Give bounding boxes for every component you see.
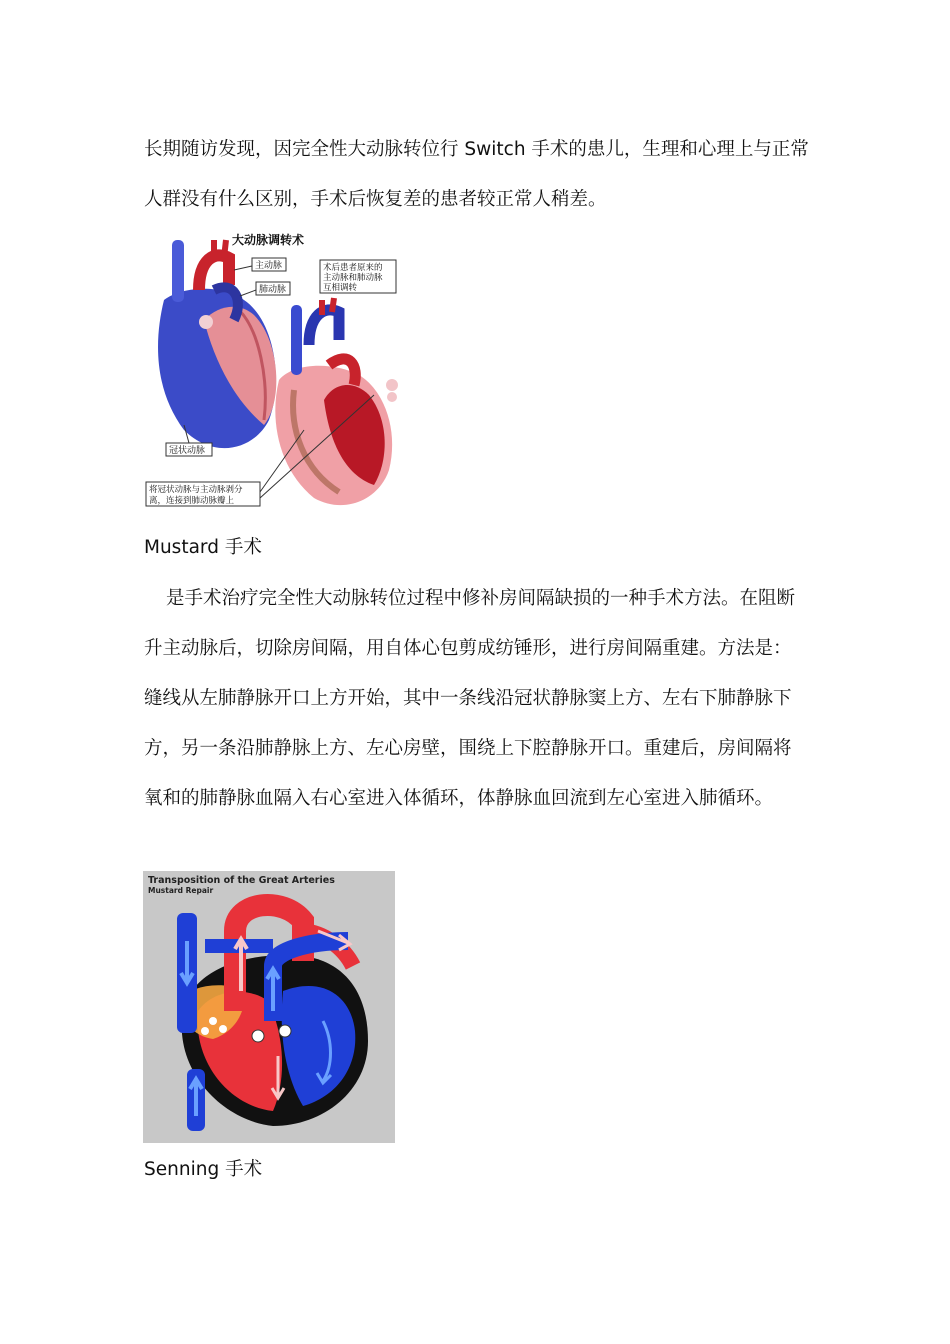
caption-line-2: 离，连接到肺动脉瓣上	[149, 496, 235, 506]
label-pulmonary-artery: 肺动脉	[259, 285, 287, 295]
note-line-2: 主动脉和肺动脉	[323, 273, 383, 283]
figure2-subtitle: Mustard Repair	[148, 886, 214, 895]
label-coronary-artery: 冠状动脉	[169, 446, 206, 456]
paragraph-switch-followup: 长期随访发现，因完全性大动脉转位行 Switch 手术的患儿，生理和心理上与正常人群没有什么区别，手术后恢复差的患者较正常人稍差。	[144, 139, 809, 210]
paragraph-mustard-description: 是手术治疗完全性大动脉转位过程中修补房间隔缺损的一种手术方法。在阻断升主动脉后，切除房间隔，用自体心包剪成纺锤形，进行房间隔重建。方法是：缝线从左肺静脉开口上方开始，其中一条线沿冠状静脉窦上方、左右下肺静脉下方，另一条沿肺静脉上方、左心房壁，围绕上下腔静脉开口。重建后，房间隔将氧和的肺静脉血隔入右心室进入体循环，体静脉血回流到左心室进入肺循环。	[144, 588, 796, 809]
label-aorta: 主动脉	[255, 261, 283, 271]
heading-mustard: Mustard 手术	[144, 537, 262, 558]
caption-line-1: 将冠状动脉与主动脉剥分	[149, 485, 243, 495]
note-line-1: 术后患者原来的	[323, 263, 383, 273]
mustard-repair-figure	[143, 871, 395, 1143]
figure2-title: Transposition of the Great Arteries	[148, 875, 335, 886]
heading-senning: Senning 手术	[144, 1159, 263, 1180]
note-line-3: 互相调转	[323, 283, 358, 293]
figure1-title: 大动脉调转术	[232, 233, 305, 247]
arterial-switch-figure	[144, 230, 404, 512]
